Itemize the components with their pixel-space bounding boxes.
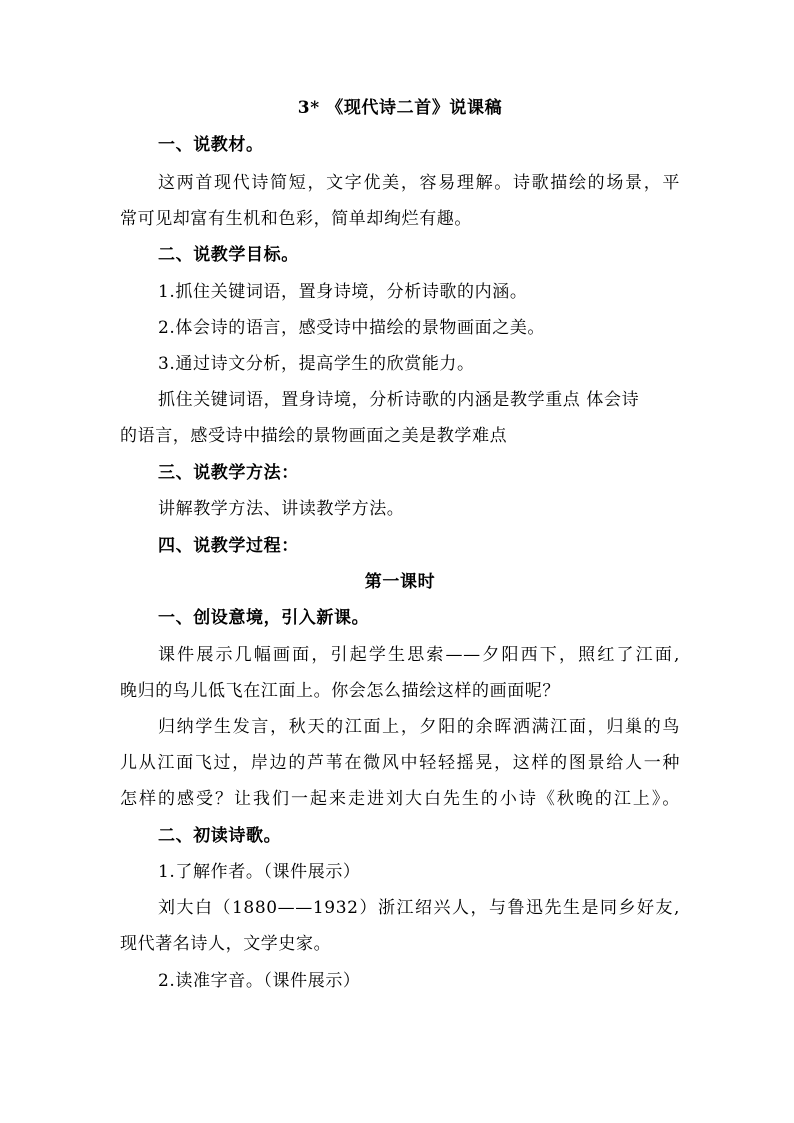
list-item: 2.读准字音。（课件展示） <box>158 971 361 991</box>
paragraph-line: 晚归的鸟儿低飞在江面上。你会怎么描绘这样的画面呢？ <box>120 681 560 701</box>
lesson-title: 第一课时 <box>364 572 436 592</box>
step-heading-intro: 一、创设意境，引入新课。 <box>158 608 370 628</box>
document-title: 3* 《现代诗二首》说课稿 <box>297 98 503 118</box>
paragraph-line: 怎样的感受？让我们一起来走进刘大白先生的小诗《秋晚的江上》。 <box>120 789 680 809</box>
paragraph-line: 现代著名诗人，文学史家。 <box>120 934 332 954</box>
paragraph-line: 这两首现代诗简短，文字优美，容易理解。诗歌描绘的场景，平 <box>158 173 680 193</box>
section-heading-goals: 二、说教学目标。 <box>158 245 299 265</box>
paragraph-line: 常可见却富有生机和色彩，简单却绚烂有趣。 <box>120 209 472 229</box>
paragraph-line: 抓住关键词语，置身诗境，分析诗歌的内涵是教学重点 体会诗 <box>158 390 640 410</box>
goal-item-2: 2.体会诗的语言，感受诗中描绘的景物画面之美。 <box>158 318 546 338</box>
goal-item-3: 3.通过诗文分析，提高学生的欣赏能力。 <box>158 354 475 374</box>
section-heading-methods: 三、说教学方法： <box>158 463 299 483</box>
list-item: 1.了解作者。（课件展示） <box>158 862 361 882</box>
paragraph-line: 的语言，感受诗中描绘的景物画面之美是教学难点 <box>120 426 508 446</box>
paragraph-line: 归纳学生发言，秋天的江面上，夕阳的余晖洒满江面，归巢的鸟 <box>158 717 680 737</box>
paragraph-line: 儿从江面飞过，岸边的芦苇在微风中轻轻摇晃，这样的图景给人一种 <box>120 753 680 773</box>
section-heading-textbook: 一、说教材。 <box>158 135 264 155</box>
section-heading-process: 四、说教学过程： <box>158 536 299 556</box>
paragraph-line: 讲解教学方法、讲读教学方法。 <box>158 499 405 519</box>
paragraph-line: 课件展示几幅画面，引起学生思索——夕阳西下，照红了江面, <box>158 645 680 665</box>
step-heading-first-reading: 二、初读诗歌。 <box>158 826 282 846</box>
goal-item-1: 1.抓住关键词语，置身诗境，分析诗歌的内涵。 <box>158 282 528 302</box>
paragraph-line: 刘大白（1880——1932）浙江绍兴人，与鲁迅先生是同乡好友, <box>158 898 680 918</box>
